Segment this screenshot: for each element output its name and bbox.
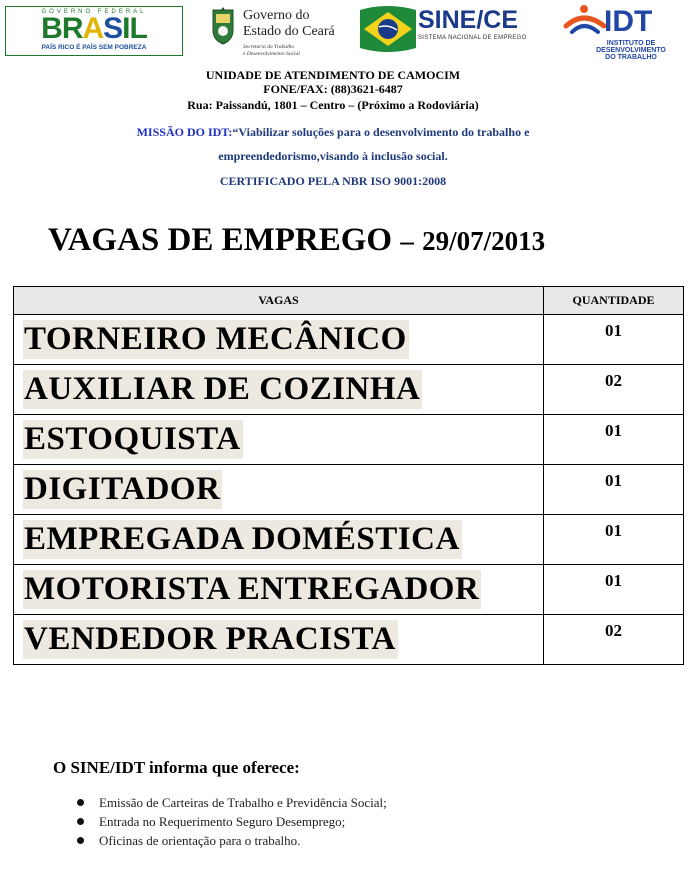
ceara-government-logo [210,4,350,62]
vaga-name: TORNEIRO MECÂNICO [24,321,407,357]
page-title [48,218,545,263]
list-item [77,793,387,812]
table-header-row [14,287,684,315]
table-row [14,315,684,365]
vaga-cell [14,515,544,565]
quantidade-cell [544,315,684,365]
page-title-main: VAGAS DE EMPREGO [48,222,393,258]
address: Rua: Paissandú, 1801 – Centro – (Próximo a Rodoviária) [187,98,479,112]
phone-fax: FONE/FAX: (88)3621-6487 [263,82,403,96]
column-header-quantidade: QUANTIDADE [544,287,684,315]
list-item [77,812,387,831]
brasil-letter: S [103,12,123,45]
sine-ce-logo [360,4,545,54]
idt-logo-sub-1: INSTITUTO DE [606,40,656,47]
ceara-logo-line1: Governo do [243,8,310,23]
brasil-letter: B [41,12,62,45]
bullet-icon [77,799,84,806]
ceara-logo-secretaria-1: Secretaria do Trabalho [243,44,295,50]
services-list [77,793,387,850]
idt-person-icon [562,4,608,34]
bullet-icon [77,818,84,825]
vaga-cell [14,465,544,515]
vaga-quantity: 01 [605,471,622,490]
quantidade-cell [544,565,684,615]
logo-bar [0,0,700,66]
table-row [14,365,684,415]
vaga-quantity: 01 [605,521,622,540]
quantidade-cell [544,515,684,565]
page-title-dash: – [400,226,414,256]
quantidade-cell [544,365,684,415]
service-text: Oficinas de orientação para o trabalho. [99,833,301,848]
brasil-logo-top-text: GOVERNO FEDERAL [41,9,147,15]
brasil-logo [5,6,183,56]
sine-logo-title: SINE/CE [418,6,519,34]
brasil-letter: R [61,12,83,45]
idt-logo-sub-2: DESENVOLVIMENTO [596,47,666,54]
vaga-quantity: 02 [605,621,622,640]
table-row [14,515,684,565]
vaga-cell [14,565,544,615]
table-row [14,565,684,615]
vaga-cell [14,365,544,415]
brasil-logo-subtitle: PAÍS RICO É PAÍS SEM POBREZA [41,44,147,51]
vaga-quantity: 01 [605,421,622,440]
certification: CERTIFICADO PELA NBR ISO 9001:2008 [219,174,447,188]
mission-line-2: empreendedorismo,visando à inclusão social. [218,149,448,163]
idt-logo-word: IDT [604,5,653,38]
services-heading: O SINE/IDT informa que oferece: [53,758,300,777]
mission-label: MISSÃO DO IDT: [136,125,233,139]
brazil-flag-icon [360,4,416,54]
vaga-quantity: 02 [605,371,622,390]
brasil-letter: A [82,12,104,45]
vaga-cell [14,415,544,465]
vaga-quantity: 01 [605,321,622,340]
quantidade-cell [544,465,684,515]
job-vacancies-table [13,286,684,665]
vaga-cell [14,315,544,365]
brasil-letter: I [122,12,130,45]
mission-text-1: “Viabilizar soluções para o desenvolvimento do trabalho e [232,125,530,139]
sine-logo-subtitle: SISTEMA NACIONAL DE EMPREGO [418,35,527,41]
quantidade-cell [544,415,684,465]
column-header-vagas: VAGAS [14,287,544,315]
vaga-quantity: 01 [605,571,622,590]
vaga-name: EMPREGADA DOMÉSTICA [24,521,460,557]
vaga-name: ESTOQUISTA [24,421,241,457]
list-item [77,831,387,850]
ceara-logo-line2: Estado do Ceará [243,24,335,39]
vaga-name: DIGITADOR [24,471,221,507]
table-row [14,615,684,665]
idt-logo-sub-3: DO TRABALHO [605,54,657,61]
table-row [14,465,684,515]
service-text: Emissão de Carteiras de Trabalho e Previdência Social; [99,795,387,810]
table-row [14,415,684,465]
quantidade-cell [544,615,684,665]
mission-line-1 [0,124,666,140]
unit-name: UNIDADE DE ATENDIMENTO DE CAMOCIM [205,68,461,82]
idt-logo [560,4,695,62]
ceara-crest-icon [210,6,236,46]
bullet-icon [77,837,84,844]
vaga-cell [14,615,544,665]
vaga-name: VENDEDOR PRACISTA [24,621,396,657]
service-text: Entrada no Requerimento Seguro Desemprego; [99,814,346,829]
brasil-letter: L [129,12,147,45]
page-title-date: 29/07/2013 [422,226,546,256]
ceara-logo-secretaria-2: e Desenvolvimento Social [243,51,300,57]
vaga-name: MOTORISTA ENTREGADOR [24,571,480,607]
vaga-name: AUXILIAR DE COZINHA [24,371,421,407]
